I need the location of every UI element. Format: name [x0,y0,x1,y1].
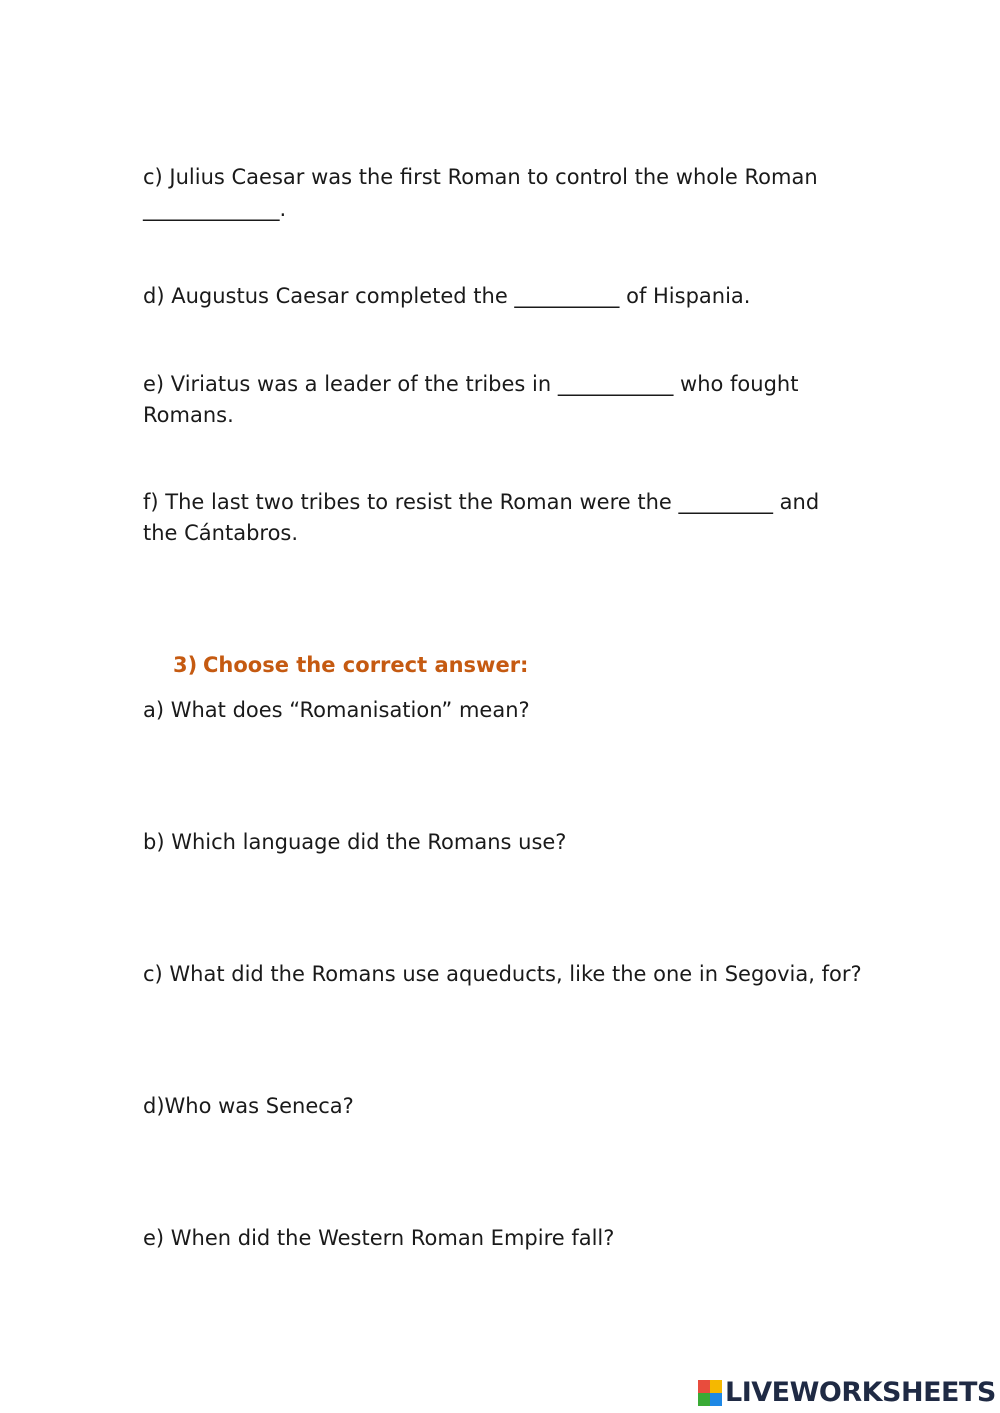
section-3-number: 3) [173,653,198,677]
logo-square-blue [710,1393,722,1406]
item-c-line-2: _____________. [143,197,287,221]
question-d: d)Who was Seneca? [143,1094,354,1118]
item-f-line-1: f) The last two tribes to resist the Roman were the _________ and [143,490,820,514]
question-b: b) Which language did the Romans use? [143,830,567,854]
logo-square-red [698,1380,710,1393]
logo-text: LIVEWORKSHEETS [725,1377,996,1408]
item-d-line-1: d) Augustus Caesar completed the __________ of Hispania. [143,284,751,308]
question-e: e) When did the Western Roman Empire fall? [143,1226,615,1250]
item-e-line-1: e) Viriatus was a leader of the tribes in ___________ who fought [143,372,799,396]
logo-square-yellow [710,1380,722,1393]
item-f-line-2: the Cántabros. [143,521,299,545]
section-3-heading [173,650,528,681]
question-c: c) What did the Romans use aqueducts, like the one in Segovia, for? [143,962,862,986]
question-a: a) What does “Romanisation” mean? [143,698,530,722]
liveworksheets-logo [698,1377,996,1409]
item-e-line-2: Romans. [143,403,234,427]
section-3-title: Choose the correct answer: [203,653,529,677]
liveworksheets-logo-mark-icon [698,1380,722,1406]
item-c-line-1: c) Julius Caesar was the first Roman to control the whole Roman [143,165,818,189]
logo-square-green [698,1393,710,1406]
